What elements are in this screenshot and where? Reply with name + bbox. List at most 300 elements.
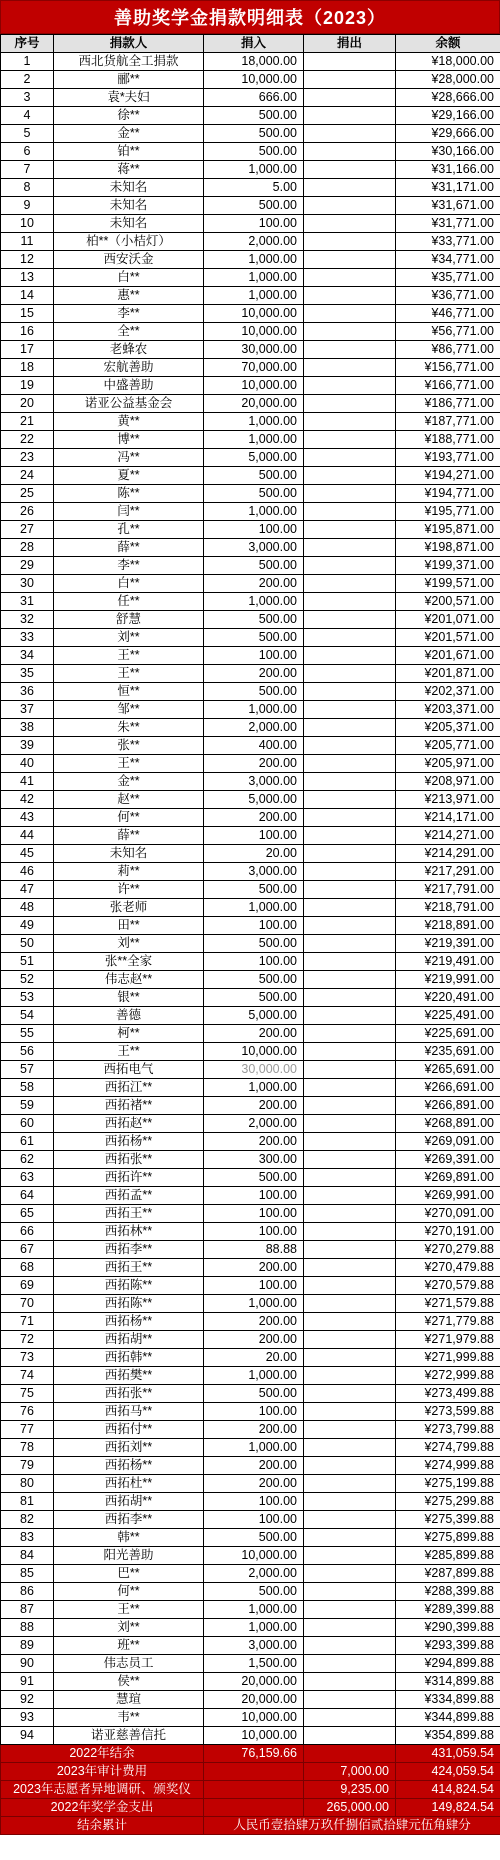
table-row xyxy=(1,179,500,197)
row-balance: ¥271,779.88 xyxy=(396,1313,500,1331)
row-income: 500.00 xyxy=(204,1583,304,1601)
row-income: 1,000.00 xyxy=(204,1439,304,1457)
summary-label: 2023年志愿者异地调研、颁奖仪 xyxy=(1,1781,204,1799)
row-donor: 白** xyxy=(54,575,204,593)
row-donor: 西拓林** xyxy=(54,1223,204,1241)
row-income: 500.00 xyxy=(204,485,304,503)
row-income: 200.00 xyxy=(204,1133,304,1151)
table-row xyxy=(1,1709,500,1727)
row-balance: ¥272,999.88 xyxy=(396,1367,500,1385)
table-row xyxy=(1,1133,500,1151)
row-income: 500.00 xyxy=(204,971,304,989)
row-index: 62 xyxy=(1,1151,54,1169)
row-balance: ¥187,771.00 xyxy=(396,413,500,431)
row-balance: ¥195,871.00 xyxy=(396,521,500,539)
row-balance: ¥214,291.00 xyxy=(396,845,500,863)
row-donor: 西拓陈** xyxy=(54,1277,204,1295)
row-balance: ¥275,299.88 xyxy=(396,1493,500,1511)
row-income: 10,000.00 xyxy=(204,1709,304,1727)
summary-balance: 431,059.54 xyxy=(396,1745,500,1763)
row-donor: 柏**（小桔灯） xyxy=(54,233,204,251)
row-expense xyxy=(304,683,396,701)
row-income: 100.00 xyxy=(204,953,304,971)
row-index: 9 xyxy=(1,197,54,215)
row-income: 1,000.00 xyxy=(204,161,304,179)
row-balance: ¥289,399.88 xyxy=(396,1601,500,1619)
row-income: 20,000.00 xyxy=(204,1691,304,1709)
row-balance: ¥274,799.88 xyxy=(396,1439,500,1457)
row-income: 3,000.00 xyxy=(204,539,304,557)
row-index: 20 xyxy=(1,395,54,413)
table-row xyxy=(1,107,500,125)
row-expense xyxy=(304,1313,396,1331)
row-income: 500.00 xyxy=(204,611,304,629)
row-index: 3 xyxy=(1,89,54,107)
row-index: 81 xyxy=(1,1493,54,1511)
summary-label: 2022年奖学金支出 xyxy=(1,1799,204,1817)
row-index: 14 xyxy=(1,287,54,305)
table-row xyxy=(1,395,500,413)
row-index: 27 xyxy=(1,521,54,539)
table-row xyxy=(1,1403,500,1421)
row-balance: ¥273,599.88 xyxy=(396,1403,500,1421)
row-expense xyxy=(304,1205,396,1223)
row-donor: 中盛善助 xyxy=(54,377,204,395)
row-donor: 徐** xyxy=(54,107,204,125)
row-income: 100.00 xyxy=(204,1187,304,1205)
row-index: 32 xyxy=(1,611,54,629)
row-balance: ¥31,671.00 xyxy=(396,197,500,215)
summary-income xyxy=(204,1799,304,1817)
row-expense xyxy=(304,863,396,881)
row-donor: 王** xyxy=(54,755,204,773)
row-donor: 莉** xyxy=(54,863,204,881)
row-expense xyxy=(304,647,396,665)
row-expense xyxy=(304,917,396,935)
row-expense xyxy=(304,1151,396,1169)
row-index: 78 xyxy=(1,1439,54,1457)
row-index: 63 xyxy=(1,1169,54,1187)
row-income: 10,000.00 xyxy=(204,1043,304,1061)
row-income: 1,000.00 xyxy=(204,413,304,431)
row-expense xyxy=(304,1709,396,1727)
row-balance: ¥275,199.88 xyxy=(396,1475,500,1493)
table-row xyxy=(1,737,500,755)
summary-expense: 7,000.00 xyxy=(304,1763,396,1781)
row-balance: ¥225,491.00 xyxy=(396,1007,500,1025)
table-row xyxy=(1,359,500,377)
table-row xyxy=(1,899,500,917)
summary-expense: 265,000.00 xyxy=(304,1799,396,1817)
total-label: 结余累计 xyxy=(1,1817,204,1835)
row-income: 500.00 xyxy=(204,143,304,161)
table-row xyxy=(1,377,500,395)
row-donor: 白** xyxy=(54,269,204,287)
row-balance: ¥201,671.00 xyxy=(396,647,500,665)
summary-row xyxy=(1,1799,500,1817)
row-income: 200.00 xyxy=(204,1421,304,1439)
row-index: 86 xyxy=(1,1583,54,1601)
row-expense xyxy=(304,953,396,971)
row-balance: ¥193,771.00 xyxy=(396,449,500,467)
row-expense xyxy=(304,197,396,215)
row-donor: 西安沃金 xyxy=(54,251,204,269)
table-row xyxy=(1,989,500,1007)
row-index: 79 xyxy=(1,1457,54,1475)
table-row xyxy=(1,575,500,593)
row-expense xyxy=(304,467,396,485)
table-row xyxy=(1,647,500,665)
row-income: 500.00 xyxy=(204,1169,304,1187)
row-donor: 夏** xyxy=(54,467,204,485)
table-row xyxy=(1,143,500,161)
row-index: 90 xyxy=(1,1655,54,1673)
table-row xyxy=(1,1043,500,1061)
row-index: 1 xyxy=(1,53,54,71)
row-index: 61 xyxy=(1,1133,54,1151)
summary-income xyxy=(204,1781,304,1799)
header-income: 捐入 xyxy=(204,35,304,53)
row-donor: 陈** xyxy=(54,485,204,503)
row-income: 200.00 xyxy=(204,755,304,773)
row-expense xyxy=(304,557,396,575)
row-balance: ¥86,771.00 xyxy=(396,341,500,359)
row-donor: 薛** xyxy=(54,539,204,557)
row-expense xyxy=(304,755,396,773)
row-income: 1,000.00 xyxy=(204,899,304,917)
row-balance: ¥31,171.00 xyxy=(396,179,500,197)
row-donor: 王** xyxy=(54,1601,204,1619)
row-balance: ¥203,371.00 xyxy=(396,701,500,719)
row-index: 37 xyxy=(1,701,54,719)
row-balance: ¥269,091.00 xyxy=(396,1133,500,1151)
row-income: 200.00 xyxy=(204,665,304,683)
row-income: 1,000.00 xyxy=(204,269,304,287)
row-balance: ¥28,000.00 xyxy=(396,71,500,89)
row-expense xyxy=(304,845,396,863)
row-donor: 刘** xyxy=(54,935,204,953)
row-income: 10,000.00 xyxy=(204,1547,304,1565)
row-income: 100.00 xyxy=(204,1223,304,1241)
row-expense xyxy=(304,989,396,1007)
table-row xyxy=(1,1655,500,1673)
row-donor: 阳光善助 xyxy=(54,1547,204,1565)
table-row xyxy=(1,1151,500,1169)
row-balance: ¥270,091.00 xyxy=(396,1205,500,1223)
row-donor: 张** xyxy=(54,737,204,755)
row-index: 52 xyxy=(1,971,54,989)
row-donor: 未知名 xyxy=(54,179,204,197)
row-income: 2,000.00 xyxy=(204,719,304,737)
row-index: 83 xyxy=(1,1529,54,1547)
row-income: 100.00 xyxy=(204,1205,304,1223)
row-index: 69 xyxy=(1,1277,54,1295)
row-donor: 冯** xyxy=(54,449,204,467)
row-index: 34 xyxy=(1,647,54,665)
row-income: 500.00 xyxy=(204,629,304,647)
table-row xyxy=(1,1619,500,1637)
row-income: 100.00 xyxy=(204,521,304,539)
row-index: 51 xyxy=(1,953,54,971)
row-donor: 黄** xyxy=(54,413,204,431)
row-balance: ¥270,579.88 xyxy=(396,1277,500,1295)
row-index: 42 xyxy=(1,791,54,809)
row-index: 2 xyxy=(1,71,54,89)
row-balance: ¥269,991.00 xyxy=(396,1187,500,1205)
row-expense xyxy=(304,1115,396,1133)
row-index: 50 xyxy=(1,935,54,953)
row-expense xyxy=(304,701,396,719)
row-expense xyxy=(304,485,396,503)
table-row xyxy=(1,1349,500,1367)
row-income: 3,000.00 xyxy=(204,1637,304,1655)
summary-balance: 149,824.54 xyxy=(396,1799,500,1817)
row-income: 500.00 xyxy=(204,683,304,701)
row-index: 53 xyxy=(1,989,54,1007)
row-index: 74 xyxy=(1,1367,54,1385)
row-expense xyxy=(304,1133,396,1151)
table-row xyxy=(1,719,500,737)
row-balance: ¥198,871.00 xyxy=(396,539,500,557)
row-donor: 田** xyxy=(54,917,204,935)
table-row xyxy=(1,881,500,899)
table-row xyxy=(1,1259,500,1277)
row-balance: ¥31,166.00 xyxy=(396,161,500,179)
row-donor: 全** xyxy=(54,323,204,341)
row-index: 56 xyxy=(1,1043,54,1061)
row-balance: ¥199,371.00 xyxy=(396,557,500,575)
row-balance: ¥214,171.00 xyxy=(396,809,500,827)
row-balance: ¥213,971.00 xyxy=(396,791,500,809)
table-row xyxy=(1,845,500,863)
header-expense: 捐出 xyxy=(304,35,396,53)
row-index: 16 xyxy=(1,323,54,341)
row-index: 43 xyxy=(1,809,54,827)
row-balance: ¥30,166.00 xyxy=(396,143,500,161)
table-row xyxy=(1,1583,500,1601)
row-expense xyxy=(304,1025,396,1043)
row-income: 200.00 xyxy=(204,1313,304,1331)
row-expense xyxy=(304,71,396,89)
row-donor: 银** xyxy=(54,989,204,1007)
page-title: 善助奖学金捐款明细表（2023） xyxy=(0,0,500,34)
row-expense xyxy=(304,1529,396,1547)
row-index: 48 xyxy=(1,899,54,917)
row-donor: 未知名 xyxy=(54,197,204,215)
table-row xyxy=(1,557,500,575)
row-donor: 侯** xyxy=(54,1673,204,1691)
row-index: 10 xyxy=(1,215,54,233)
row-index: 68 xyxy=(1,1259,54,1277)
table-row xyxy=(1,197,500,215)
row-balance: ¥219,491.00 xyxy=(396,953,500,971)
row-income: 400.00 xyxy=(204,737,304,755)
table-row xyxy=(1,1673,500,1691)
table-row xyxy=(1,683,500,701)
row-balance: ¥201,871.00 xyxy=(396,665,500,683)
row-index: 7 xyxy=(1,161,54,179)
table-row xyxy=(1,1079,500,1097)
row-expense xyxy=(304,773,396,791)
row-income: 100.00 xyxy=(204,917,304,935)
row-index: 55 xyxy=(1,1025,54,1043)
row-donor: 宏航善助 xyxy=(54,359,204,377)
row-index: 73 xyxy=(1,1349,54,1367)
row-balance: ¥205,771.00 xyxy=(396,737,500,755)
summary-label: 2022年结余 xyxy=(1,1745,204,1763)
row-balance: ¥273,499.88 xyxy=(396,1385,500,1403)
table-row xyxy=(1,1421,500,1439)
row-expense xyxy=(304,899,396,917)
row-donor: 西拓韩** xyxy=(54,1349,204,1367)
row-index: 18 xyxy=(1,359,54,377)
row-income: 10,000.00 xyxy=(204,1727,304,1745)
row-expense xyxy=(304,1385,396,1403)
table-row xyxy=(1,1727,500,1745)
row-donor: 西拓杨** xyxy=(54,1133,204,1151)
row-expense xyxy=(304,971,396,989)
row-balance: ¥218,791.00 xyxy=(396,899,500,917)
row-donor: 西拓杨** xyxy=(54,1457,204,1475)
table-row xyxy=(1,1331,500,1349)
table-row xyxy=(1,611,500,629)
row-balance: ¥195,771.00 xyxy=(396,503,500,521)
row-balance: ¥294,899.88 xyxy=(396,1655,500,1673)
row-expense xyxy=(304,449,396,467)
summary-income xyxy=(204,1763,304,1781)
table-row xyxy=(1,341,500,359)
row-balance: ¥199,571.00 xyxy=(396,575,500,593)
row-income: 3,000.00 xyxy=(204,773,304,791)
row-expense xyxy=(304,1277,396,1295)
row-index: 17 xyxy=(1,341,54,359)
row-income: 100.00 xyxy=(204,1277,304,1295)
row-index: 28 xyxy=(1,539,54,557)
donation-table xyxy=(0,34,500,1835)
row-balance: ¥33,771.00 xyxy=(396,233,500,251)
row-expense xyxy=(304,125,396,143)
table-row xyxy=(1,935,500,953)
row-expense xyxy=(304,1079,396,1097)
row-income: 30,000.00 xyxy=(204,341,304,359)
row-donor: 西拓褚** xyxy=(54,1097,204,1115)
row-balance: ¥35,771.00 xyxy=(396,269,500,287)
row-expense xyxy=(304,1493,396,1511)
summary-label: 2023年审计费用 xyxy=(1,1763,204,1781)
row-income: 500.00 xyxy=(204,989,304,1007)
row-balance: ¥205,371.00 xyxy=(396,719,500,737)
row-donor: 诺亚慈善信托 xyxy=(54,1727,204,1745)
row-income: 500.00 xyxy=(204,107,304,125)
row-expense xyxy=(304,1331,396,1349)
row-expense xyxy=(304,161,396,179)
row-expense xyxy=(304,89,396,107)
row-index: 66 xyxy=(1,1223,54,1241)
row-expense xyxy=(304,791,396,809)
row-donor: 未知名 xyxy=(54,845,204,863)
row-income: 500.00 xyxy=(204,1529,304,1547)
row-index: 77 xyxy=(1,1421,54,1439)
row-income: 1,000.00 xyxy=(204,1079,304,1097)
row-balance: ¥220,491.00 xyxy=(396,989,500,1007)
row-expense xyxy=(304,1457,396,1475)
row-expense xyxy=(304,305,396,323)
row-balance: ¥334,899.88 xyxy=(396,1691,500,1709)
row-expense xyxy=(304,1421,396,1439)
row-donor: 柯** xyxy=(54,1025,204,1043)
row-index: 94 xyxy=(1,1727,54,1745)
row-expense xyxy=(304,1439,396,1457)
row-expense xyxy=(304,1583,396,1601)
row-index: 88 xyxy=(1,1619,54,1637)
table-row xyxy=(1,1601,500,1619)
row-expense xyxy=(304,737,396,755)
table-row xyxy=(1,1025,500,1043)
row-donor: 韦** xyxy=(54,1709,204,1727)
summary-body xyxy=(1,1745,500,1835)
row-donor: 刘** xyxy=(54,629,204,647)
row-income: 2,000.00 xyxy=(204,1565,304,1583)
row-donor: 善德 xyxy=(54,1007,204,1025)
table-row xyxy=(1,593,500,611)
row-index: 46 xyxy=(1,863,54,881)
row-balance: ¥344,899.88 xyxy=(396,1709,500,1727)
row-donor: 李** xyxy=(54,305,204,323)
row-balance: ¥219,991.00 xyxy=(396,971,500,989)
row-balance: ¥214,271.00 xyxy=(396,827,500,845)
row-balance: ¥31,771.00 xyxy=(396,215,500,233)
row-expense xyxy=(304,269,396,287)
row-donor: 老蜂农 xyxy=(54,341,204,359)
table-body xyxy=(1,53,500,1745)
row-donor: 何** xyxy=(54,809,204,827)
row-expense xyxy=(304,1601,396,1619)
row-balance: ¥188,771.00 xyxy=(396,431,500,449)
row-donor: 金** xyxy=(54,773,204,791)
row-balance: ¥186,771.00 xyxy=(396,395,500,413)
table-row xyxy=(1,485,500,503)
row-income: 500.00 xyxy=(204,935,304,953)
row-donor: 郦** xyxy=(54,71,204,89)
row-income: 1,000.00 xyxy=(204,287,304,305)
table-row xyxy=(1,1367,500,1385)
row-donor: 恒** xyxy=(54,683,204,701)
row-donor: 西拓付** xyxy=(54,1421,204,1439)
row-income: 18,000.00 xyxy=(204,53,304,71)
row-expense xyxy=(304,341,396,359)
table-row xyxy=(1,665,500,683)
row-balance: ¥202,371.00 xyxy=(396,683,500,701)
row-index: 22 xyxy=(1,431,54,449)
row-income: 100.00 xyxy=(204,215,304,233)
row-balance: ¥270,191.00 xyxy=(396,1223,500,1241)
row-expense xyxy=(304,233,396,251)
row-expense xyxy=(304,323,396,341)
table-row xyxy=(1,287,500,305)
row-income: 100.00 xyxy=(204,1511,304,1529)
row-expense xyxy=(304,1097,396,1115)
row-donor: 西拓刘** xyxy=(54,1439,204,1457)
row-index: 36 xyxy=(1,683,54,701)
table-row xyxy=(1,431,500,449)
table-row xyxy=(1,305,500,323)
row-donor: 孔** xyxy=(54,521,204,539)
row-balance: ¥235,691.00 xyxy=(396,1043,500,1061)
row-balance: ¥56,771.00 xyxy=(396,323,500,341)
table-row xyxy=(1,863,500,881)
row-income: 1,000.00 xyxy=(204,1367,304,1385)
table-row xyxy=(1,971,500,989)
